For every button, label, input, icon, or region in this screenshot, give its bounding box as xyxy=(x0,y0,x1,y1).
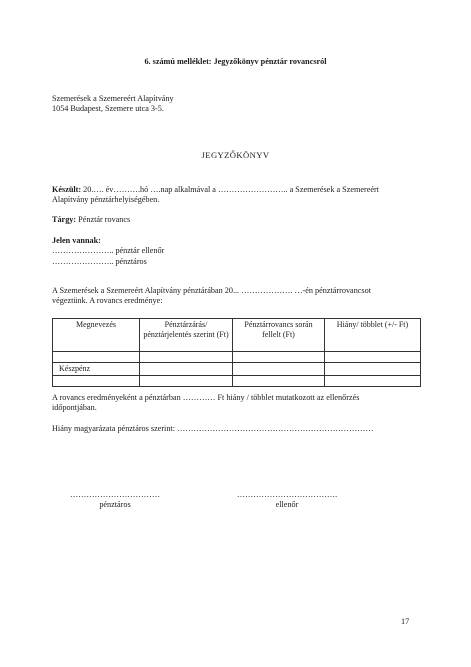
subject-value: Pénztár rovancs xyxy=(76,215,131,224)
result-line-1: A rovancs eredményeként a pénztárban ………… Ft hiány / többlet mutatkozott az ellenőrzés xyxy=(52,393,360,402)
made-text: 20.…. év……….hó ….nap alkalmával a …………………….. a Szemerések a Szemereért xyxy=(81,185,379,194)
organization-name: Szemerések a Szemereért Alapítvány xyxy=(52,94,174,103)
table-cell xyxy=(233,363,325,376)
table-cell xyxy=(233,375,325,386)
present-person-cashier: ………………….. pénztáros xyxy=(52,256,147,266)
table-cell xyxy=(140,375,233,386)
made-line-1 xyxy=(52,185,379,195)
table-cell xyxy=(233,352,325,363)
signature-role: pénztáros xyxy=(99,500,131,510)
signature-controller xyxy=(227,490,347,511)
present-person-controller: ………………….. pénztár ellenőr xyxy=(52,246,165,256)
table-cell xyxy=(53,352,140,363)
document-title: JEGYZŐKÖNYV xyxy=(201,150,270,160)
table-cell xyxy=(53,375,140,386)
header-found: Pénztárrovancs során fellelt (Ft) xyxy=(233,319,325,352)
table-row xyxy=(53,375,421,386)
result-paragraph xyxy=(52,393,359,414)
table-cell xyxy=(325,375,421,386)
table-row xyxy=(53,352,421,363)
made-label: Készült: xyxy=(52,185,82,194)
intro-line-2: végeztünk. A rovancs eredménye: xyxy=(52,296,163,306)
header-name: Megnevezés xyxy=(53,319,140,352)
signature-dots: ………………………………. xyxy=(236,490,338,499)
organization-block xyxy=(52,94,174,115)
made-line-2: Alapítvány pénztárhelyiségében. xyxy=(52,195,160,205)
table-cell xyxy=(325,352,421,363)
table-cell xyxy=(325,363,421,376)
table-cell xyxy=(140,363,233,376)
table-cell xyxy=(140,352,233,363)
present-label: Jelen vannak: xyxy=(52,236,101,245)
page-number: 17 xyxy=(401,617,410,626)
revision-table xyxy=(52,318,421,387)
signature-role: ellenőr xyxy=(275,500,299,510)
made-block xyxy=(52,185,379,206)
appendix-title: 6. számú melléklet: Jegyzőkönyv pénztár rovancsról xyxy=(144,57,327,66)
table-cell: Készpénz xyxy=(53,363,140,376)
intro-line-1: A Szemerések a Szemereért Alapítvány pénztárában 20... ………………. …-én pénztárrovancsot xyxy=(52,286,371,295)
header-closing: Pénztárzárás/ pénztárjelentés szerint (Ft) xyxy=(140,319,233,352)
subject-line xyxy=(52,215,130,225)
table-header-row xyxy=(53,319,421,352)
signature-cashier xyxy=(55,490,175,511)
intro-paragraph xyxy=(52,286,371,307)
subject-label: Tárgy: xyxy=(52,215,77,224)
result-line-2: időpontjában. xyxy=(52,403,97,413)
table-row xyxy=(53,363,421,376)
present-block xyxy=(52,236,164,267)
organization-address: 1054 Budapest, Szemere utca 3-5. xyxy=(52,104,164,114)
signature-dots: …………………………… xyxy=(69,490,161,499)
header-difference: Hiány/ többlet (+/- Ft) xyxy=(325,319,421,352)
explanation-line: Hiány magyarázata pénztáros szerint: ……………………………………………………………… xyxy=(52,424,374,433)
